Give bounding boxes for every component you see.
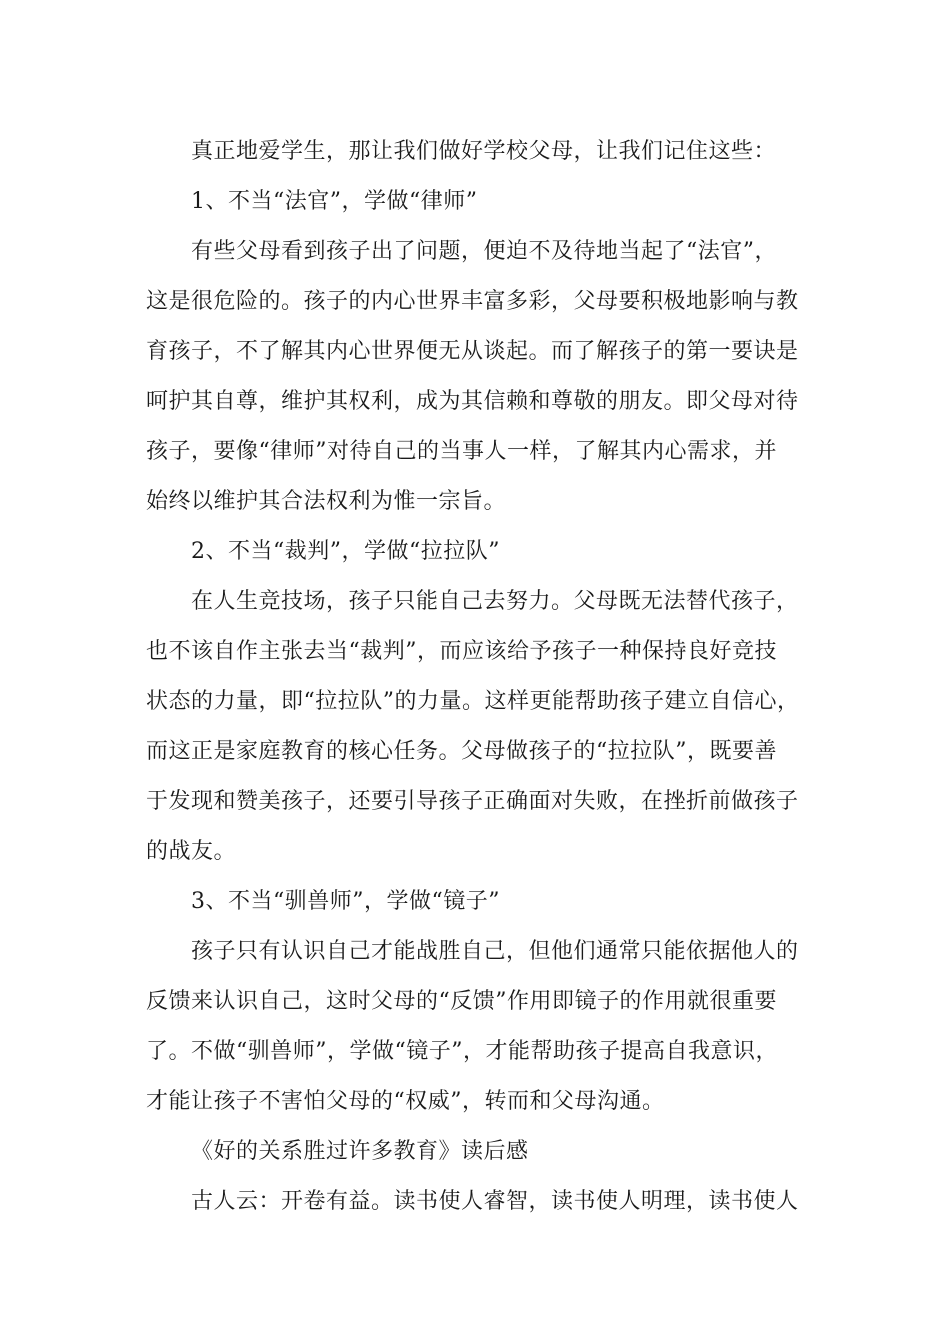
paragraph-2-line-6: 的战友。 [146,839,237,864]
section-title: 《好的关系胜过许多教育》读后感 [191,1139,529,1164]
heading-3: 3、不当“驯兽师”，学做“镜子” [191,889,500,914]
paragraph-1-line-5: 孩子，要像“律师”对待自己的当事人一样，了解其内心需求，并 [146,439,777,464]
paragraph-2-line-3: 状态的力量，即“拉拉队”的力量。这样更能帮助孩子建立自信心， [146,689,800,714]
paragraph-intro: 真正地爱学生，那让我们做好学校父母，让我们记住这些： [191,139,777,164]
paragraph-2-line-2: 也不该自作主张去当“裁判”，而应该给予孩子一种保持良好竞技 [146,639,777,664]
paragraph-4-line-1: 古人云：开卷有益。读书使人睿智，读书使人明理，读书使人 [191,1189,799,1214]
paragraph-3-line-1: 孩子只有认识自己才能战胜自己，但他们通常只能依据他人的 [191,939,799,964]
paragraph-2-line-1: 在人生竞技场，孩子只能自己去努力。父母既无法替代孩子， [191,589,799,614]
paragraph-3-line-2: 反馈来认识自己，这时父母的“反馈”作用即镜子的作用就很重要 [146,989,777,1014]
paragraph-2-line-4: 而这正是家庭教育的核心任务。父母做孩子的“拉拉队”，既要善 [146,739,777,764]
heading-2: 2、不当“裁判”，学做“拉拉队” [191,539,500,564]
paragraph-2-line-5: 于发现和赞美孩子，还要引导孩子正确面对失败，在挫折前做孩子 [146,789,799,814]
paragraph-1-line-1: 有些父母看到孩子出了问题，便迫不及待地当起了“法官”， [191,239,777,264]
heading-1: 1、不当“法官”，学做“律师” [191,189,478,214]
paragraph-1-line-3: 育孩子，不了解其内心世界便无从谈起。而了解孩子的第一要诀是 [146,339,799,364]
paragraph-1-line-4: 呵护其自尊，维护其权利，成为其信赖和尊敬的朋友。即父母对待 [146,389,799,414]
paragraph-1-line-2: 这是很危险的。孩子的内心世界丰富多彩，父母要积极地影响与教 [146,289,799,314]
paragraph-1-line-6: 始终以维护其合法权利为惟一宗旨。 [146,489,507,514]
paragraph-3-line-4: 才能让孩子不害怕父母的“权威”，转而和父母沟通。 [146,1089,665,1114]
paragraph-3-line-3: 了。不做“驯兽师”，学做“镜子”，才能帮助孩子提高自我意识， [146,1039,778,1064]
